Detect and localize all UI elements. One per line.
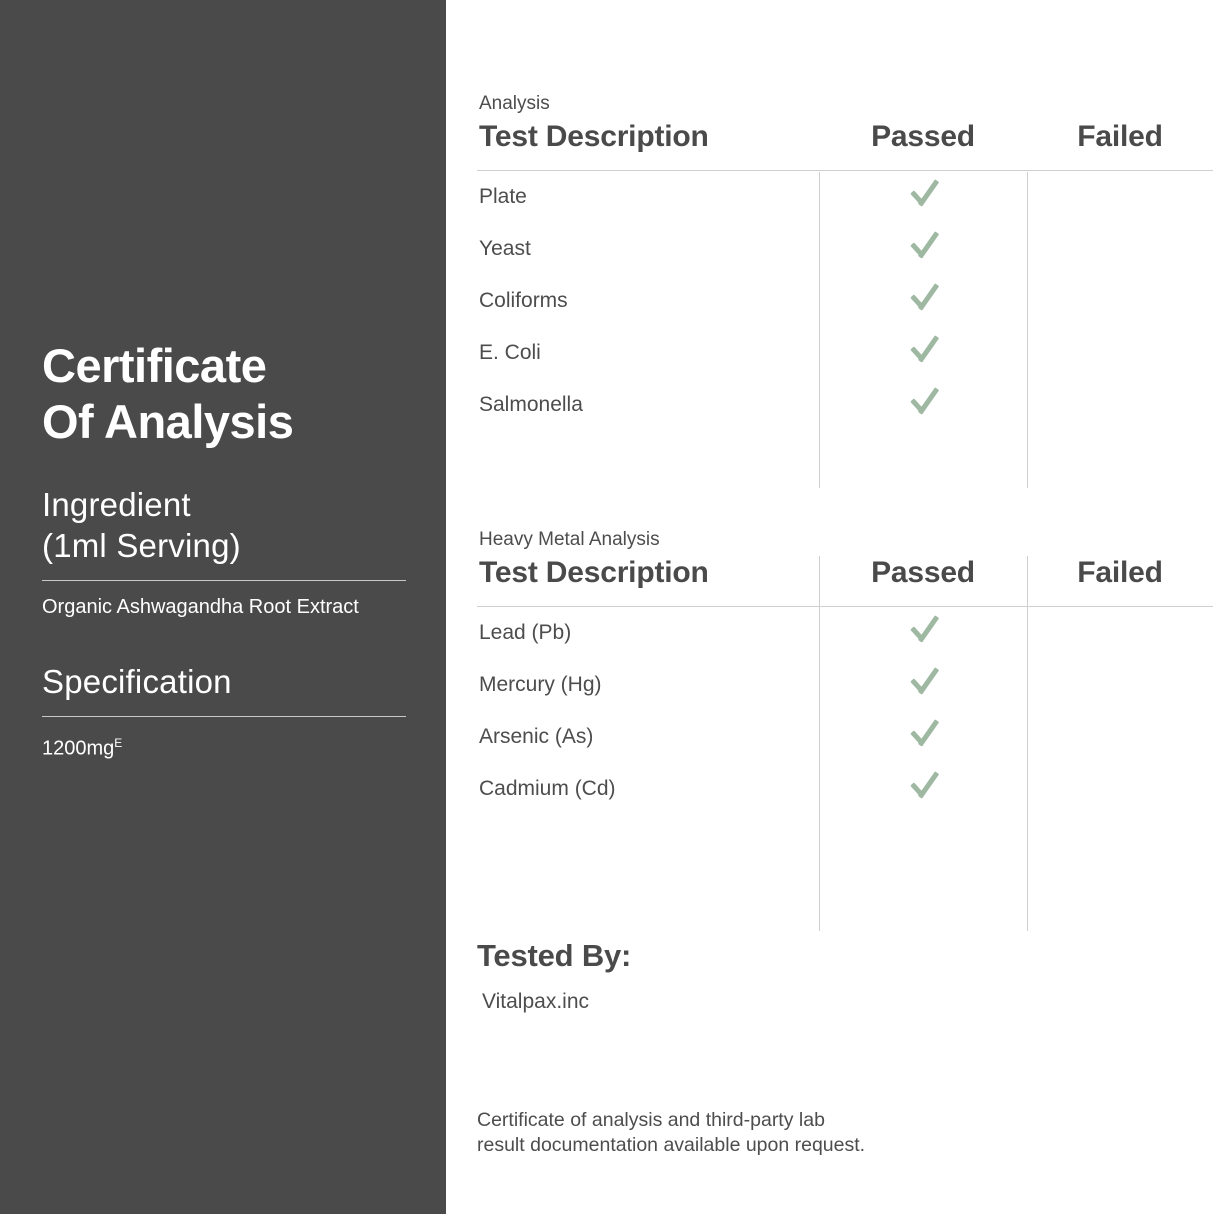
tested-by-name: Vitalpax.inc [482, 990, 590, 1013]
heavy-test-name: Cadmium (Cd) [479, 776, 616, 800]
heavy-failed-cell [1027, 659, 1213, 711]
footnote-line-1: Certificate of analysis and third-party lab [477, 1109, 825, 1131]
analysis-failed-cell [1027, 171, 1213, 223]
analysis-passed-cell [819, 327, 1027, 379]
analysis-col-test-description: Test Description [477, 120, 819, 171]
footnote-line-2: result documentation available upon request. [477, 1134, 866, 1156]
specification-superscript: E [114, 736, 123, 750]
analysis-table [477, 120, 1213, 431]
tested-by-block [477, 938, 1177, 1014]
heavy-passed-cell [819, 763, 1027, 815]
page-title [42, 338, 408, 450]
analysis-failed-cell [1027, 379, 1213, 431]
table-row [477, 379, 1213, 431]
table-row [477, 171, 1213, 223]
table-row [477, 223, 1213, 275]
content-panel [446, 0, 1214, 1214]
sidebar-panel [0, 0, 446, 1214]
table-row [477, 659, 1213, 711]
ingredient-divider [42, 580, 406, 581]
heavy-failed-cell [1027, 607, 1213, 659]
check-icon [906, 769, 940, 803]
analysis-section [477, 92, 1213, 431]
specification-value [42, 731, 408, 762]
table-row [477, 711, 1213, 763]
heavy-fail-column-divider [1027, 556, 1028, 931]
check-icon [906, 665, 940, 699]
ingredient-heading-label: Ingredient [42, 486, 191, 523]
analysis-test-name: E. Coli [479, 340, 541, 364]
analysis-failed-cell [1027, 275, 1213, 327]
heavy-pass-column-divider [819, 556, 820, 931]
analysis-passed-cell [819, 223, 1027, 275]
heavy-metal-table-header-row [477, 556, 1213, 607]
heavy-test-name: Arsenic (As) [479, 724, 594, 748]
heavy-col-failed: Failed [1027, 556, 1213, 607]
table-row [477, 607, 1213, 659]
heavy-metal-table [477, 556, 1213, 815]
check-icon [906, 717, 940, 751]
footnote [477, 1108, 1177, 1158]
heavy-metal-analysis-section [477, 528, 1213, 815]
ingredient-serving-label: (1ml Serving) [42, 527, 241, 564]
heavy-failed-cell [1027, 763, 1213, 815]
check-icon [906, 177, 940, 211]
check-icon [906, 281, 940, 315]
heavy-passed-cell [819, 711, 1027, 763]
analysis-failed-cell [1027, 223, 1213, 275]
analysis-passed-cell [819, 275, 1027, 327]
heavy-passed-cell [819, 659, 1027, 711]
analysis-col-passed: Passed [819, 120, 1027, 171]
check-icon [906, 385, 940, 419]
table-row [477, 327, 1213, 379]
analysis-col-failed: Failed [1027, 120, 1213, 171]
analysis-test-name: Coliforms [479, 288, 568, 312]
analysis-test-name: Plate [479, 184, 527, 208]
analysis-test-name: Salmonella [479, 392, 583, 416]
heavy-test-name: Lead (Pb) [479, 620, 572, 644]
page-title-line-2: Of Analysis [42, 395, 294, 448]
analysis-passed-cell [819, 171, 1027, 223]
specification-heading: Specification [42, 663, 232, 700]
heavy-col-passed: Passed [819, 556, 1027, 607]
check-icon [906, 229, 940, 263]
analysis-pass-column-divider [819, 172, 820, 488]
sidebar-content [42, 338, 408, 762]
analysis-fail-column-divider [1027, 172, 1028, 488]
heavy-col-test-description: Test Description [477, 556, 819, 607]
check-icon [906, 613, 940, 647]
table-row [477, 763, 1213, 815]
analysis-passed-cell [819, 379, 1027, 431]
heavy-failed-cell [1027, 711, 1213, 763]
specification-amount: 1200mg [42, 737, 115, 760]
ingredient-heading [42, 484, 408, 566]
analysis-failed-cell [1027, 327, 1213, 379]
tested-by-title: Tested By: [477, 938, 632, 973]
heavy-test-name: Mercury (Hg) [479, 672, 602, 696]
check-icon [906, 333, 940, 367]
analysis-table-header-row [477, 120, 1213, 171]
analysis-test-name: Yeast [479, 236, 531, 260]
table-row [477, 275, 1213, 327]
ingredient-value: Organic Ashwagandha Root Extract [42, 596, 359, 618]
page-title-line-1: Certificate [42, 339, 267, 392]
specification-divider [42, 716, 406, 717]
analysis-section-label: Analysis [479, 93, 550, 114]
heavy-metal-section-label: Heavy Metal Analysis [479, 529, 660, 550]
heavy-passed-cell [819, 607, 1027, 659]
